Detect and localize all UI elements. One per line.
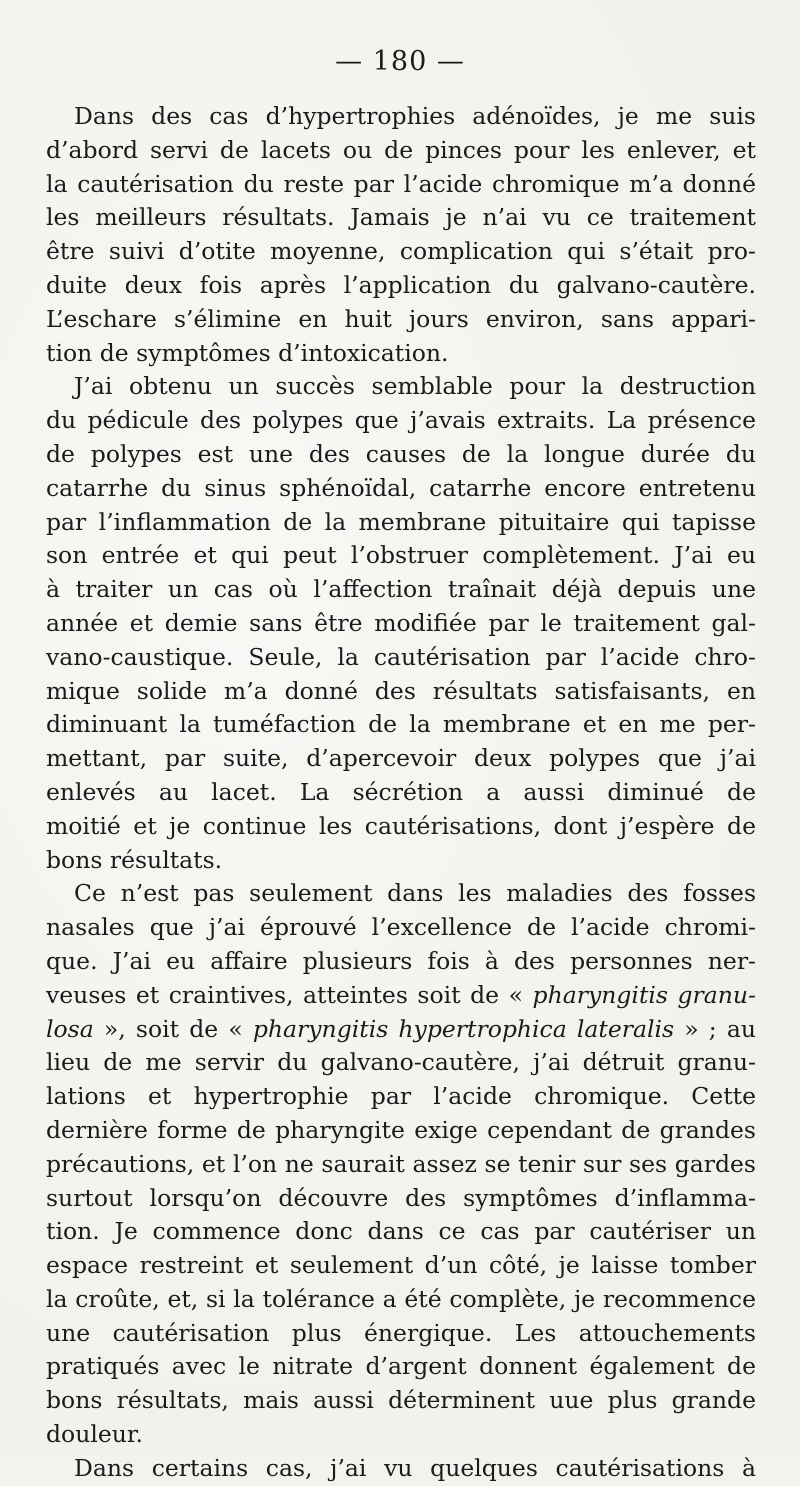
text-line: lieu de me servir du galvano-cautère, j’ai détruit granu- — [46, 1048, 756, 1077]
text-line: douleur. — [46, 1420, 144, 1449]
text-line: lations et hypertrophie par l’acide chromique. Cette — [46, 1082, 756, 1111]
text-line: catarrhe du sinus sphénoïdal, catarrhe encore entretenu — [46, 473, 756, 502]
text-line: L’eschare s’élimine en huit jours environ, sans appari- — [46, 304, 756, 333]
page-number: — 180 — — [335, 46, 465, 77]
text-line: Dans certains cas, j’ai vu quelques cautérisations à — [74, 1453, 756, 1482]
italic-term: pharyngitis granu- — [532, 980, 756, 1009]
text-line: J’ai obtenu un succès semblable pour la destruction — [74, 372, 756, 401]
text-line: diminuant la tuméfaction de la membrane et en me per- — [46, 710, 756, 739]
text-line: mettant, par suite, d’apercevoir deux polypes que j’ai — [46, 744, 756, 773]
text-line: nasales que j’ai éprouvé l’excellence de l’acide chromi- — [46, 913, 756, 942]
text-line: à traiter un cas où l’affection traînait déjà depuis une — [46, 575, 756, 604]
italic-term: pharyngitis hypertrophica lateralis — [252, 1014, 675, 1043]
text-line: du pédicule des polypes que j’avais extraits. La présence — [46, 406, 756, 435]
text-line: Dans des cas d’hypertrophies adénoïdes, je me suis — [74, 102, 756, 130]
text-line: mique solide m’a donné des résultats satisfaisants, en — [46, 676, 756, 705]
text-line: par l’inflammation de la membrane pituitaire qui tapisse — [46, 507, 756, 536]
text-line: les meilleurs résultats. Jamais je n’ai vu ce traitement — [46, 203, 756, 232]
text-line: dernière forme de pharyngite exige cependant de grandes — [46, 1115, 756, 1144]
italic-term: losa — [46, 1014, 94, 1043]
text-line: être suivi d’otite moyenne, complication qui s’était pro- — [46, 237, 756, 266]
text-line: précautions, et l’on ne saurait assez se tenir sur ses gardes — [46, 1149, 756, 1178]
text-line: tion. Je commence donc dans ce cas par cautériser un — [46, 1217, 756, 1246]
text-line: d’abord servi de lacets ou de pinces pour les enlever, et — [46, 135, 756, 164]
text-line: Ce n’est pas seulement dans les maladies des fosses — [74, 879, 756, 908]
text-line: pratiqués avec le nitrate d’argent donnent également de — [46, 1352, 756, 1381]
text-line: veuses et craintives, atteintes soit de « pharyngitis granu- — [46, 980, 756, 1009]
text-line: la croûte, et, si la tolérance a été complète, je recommence — [46, 1284, 756, 1313]
text-line: tion de symptômes d’intoxication. — [46, 338, 449, 367]
text-line: surtout lorsqu’on découvre des symptômes d’inflamma- — [46, 1183, 756, 1212]
text-line: enlevés au lacet. La sécrétion a aussi diminué de — [46, 777, 756, 806]
text-line: duite deux fois après l’application du galvano-cautère. — [46, 270, 756, 299]
text-line: une cautérisation plus énergique. Les attouchements — [46, 1318, 756, 1347]
text-line: losa », soit de « pharyngitis hypertrophica lateralis » ; au — [46, 1014, 756, 1043]
text-line: espace restreint et seulement d’un côté, je laisse tomber — [46, 1251, 756, 1280]
text-line: année et demie sans être modifiée par le traitement gal- — [46, 608, 756, 637]
body-text — [46, 100, 756, 1486]
text-line: son entrée et qui peut l’obstruer complètement. J’ai eu — [46, 541, 756, 570]
text-line: vano-caustique. Seule, la cautérisation par l’acide chro- — [46, 642, 756, 671]
text-line: que. J’ai eu affaire plusieurs fois à des personnes ner- — [46, 946, 756, 975]
text-line: moitié et je continue les cautérisations, dont j’espère de — [46, 811, 756, 840]
text-line: bons résultats, mais aussi déterminent uue plus grande — [46, 1386, 756, 1415]
text-line: bons résultats. — [46, 845, 223, 874]
text-line: la cautérisation du reste par l’acide chromique m’a donné — [46, 169, 756, 198]
text-line: de polypes est une des causes de la longue durée du — [46, 439, 756, 468]
